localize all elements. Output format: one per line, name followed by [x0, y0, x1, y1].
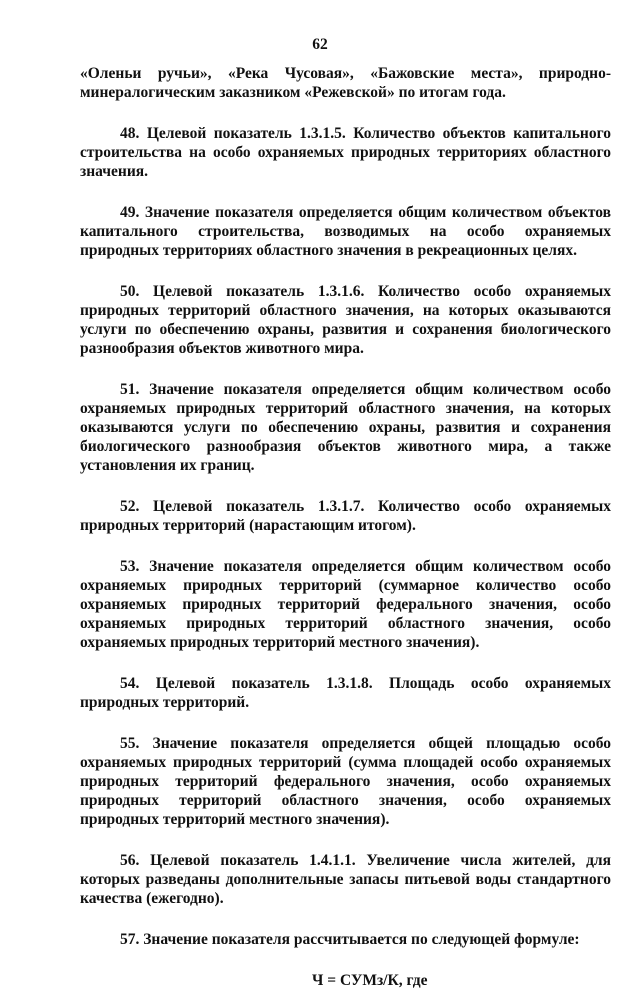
document-body — [80, 64, 611, 990]
paragraph-48: 48. Целевой показатель 1.3.1.5. Количество объектов капитального строительства на особо охраняемых природных территориях областного значения. — [80, 125, 611, 180]
paragraph-49: 49. Значение показателя определяется общим количеством объектов капитального строительства, возводимых на особо охраняемых природных территориях областного значения в рекреационных целях. — [80, 204, 611, 259]
formula: Ч = СУМз/К, где — [312, 972, 428, 989]
paragraph-51: 51. Значение показателя определяется общим количеством особо охраняемых природных территорий областного значения, на которых оказываются услуги по обеспечению охраны, развития и сохранения биологического разнообразия объектов животного мира, а также установления их границ. — [80, 381, 611, 474]
page-number: 62 — [312, 36, 328, 53]
paragraph-53: 53. Значение показателя определяется общим количеством особо охраняемых природных территорий (суммарное количество особо охраняемых природных территорий федерального значения, особо охраняемых природных территорий областного значения, особо охраняемых природных территорий местного значения). — [80, 558, 611, 651]
paragraph-57: 57. Значение показателя рассчитывается по следующей формуле: — [120, 931, 580, 948]
paragraph-55: 55. Значение показателя определяется общей площадью особо охраняемых природных территорий (сумма площадей особо охраняемых природных территорий федерального значения, особо охраняемых природных территорий областного значения, особо охраняемых природных территорий местного значения). — [80, 735, 611, 828]
paragraph-continuation: «Оленьи ручьи», «Река Чусовая», «Бажовские места», природно-минералогическим заказником «Режевской» по итогам года. — [80, 65, 611, 101]
paragraph-50: 50. Целевой показатель 1.3.1.6. Количество особо охраняемых природных территорий областного значения, на которых оказываются услуги по обеспечению охраны, развития и сохранения биологического разнообразия объектов животного мира. — [80, 283, 611, 357]
paragraph-52: 52. Целевой показатель 1.3.1.7. Количество особо охраняемых природных территорий (нарастающим итогом). — [80, 498, 611, 534]
paragraph-56: 56. Целевой показатель 1.4.1.1. Увеличение числа жителей, для которых разведаны дополнительные запасы питьевой воды стандартного качества (ежегодно). — [80, 852, 611, 907]
paragraph-54: 54. Целевой показатель 1.3.1.8. Площадь особо охраняемых природных территорий. — [80, 675, 611, 711]
